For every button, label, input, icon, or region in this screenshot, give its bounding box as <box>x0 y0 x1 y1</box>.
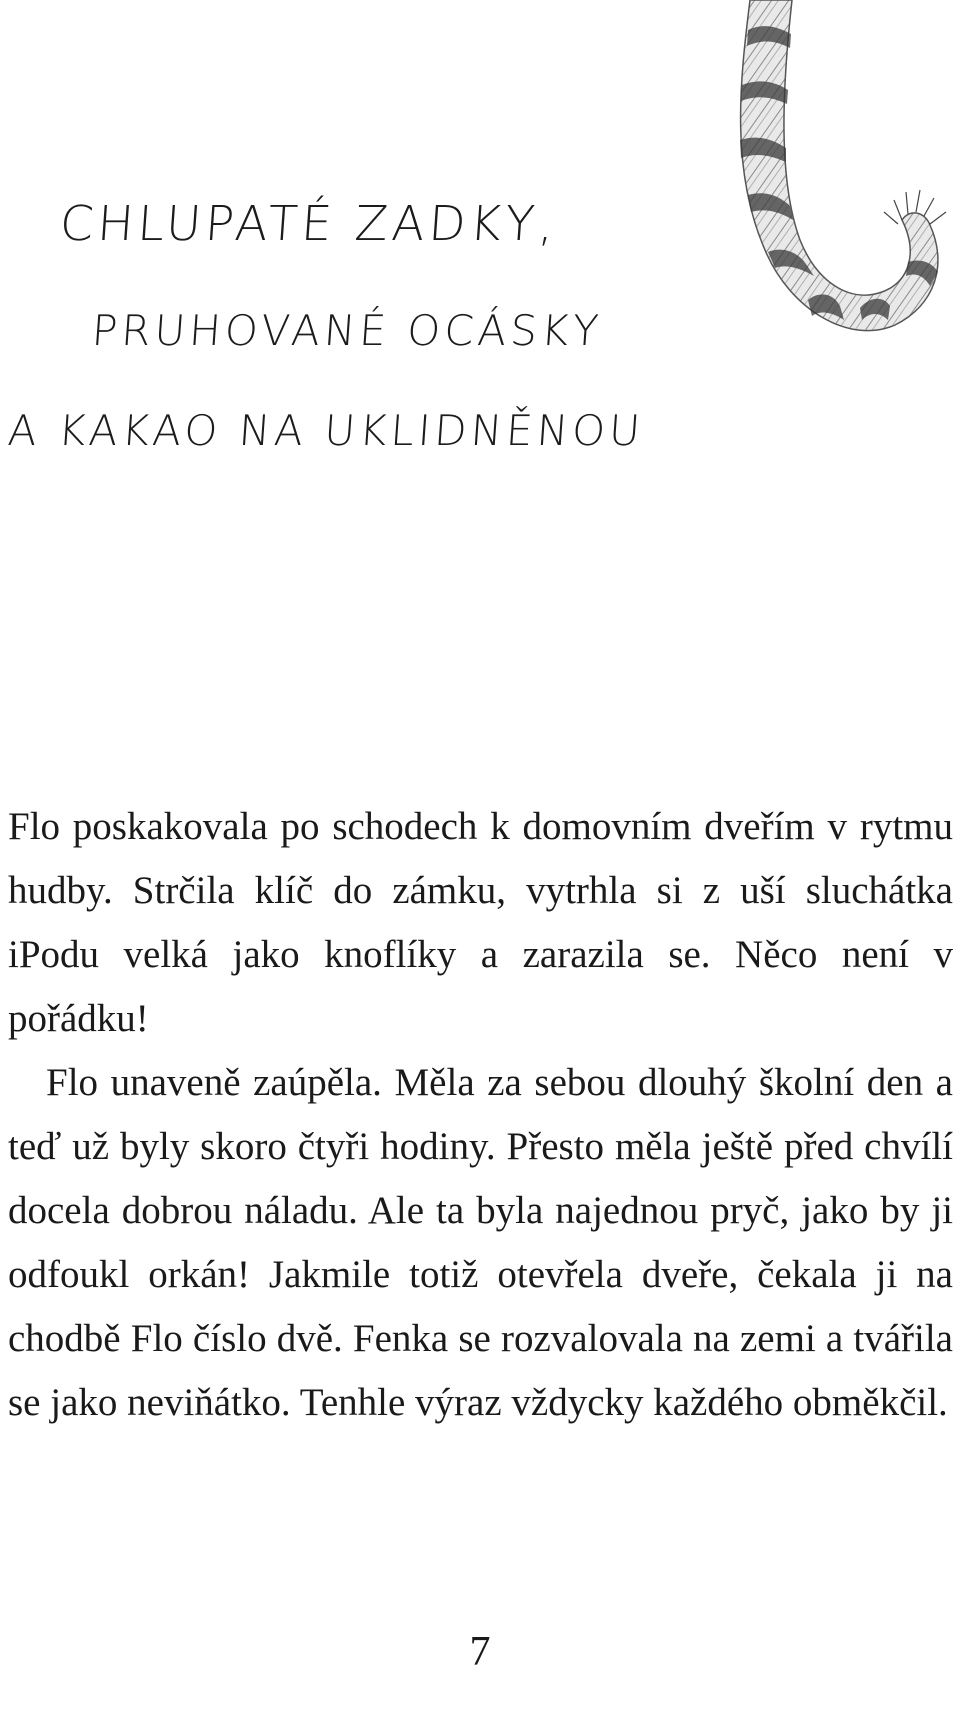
page-number: 7 <box>469 1629 491 1675</box>
chapter-body <box>8 795 953 1435</box>
striped-tail-illustration <box>720 0 960 400</box>
body-paragraph: Flo unaveně zaúpěla. Měla za sebou dlouhý školní den a teď už byly skoro čtyři hodiny. Přesto měla ještě před chvílí docela dobrou náladu. Ale ta byla najednou pryč, jako by ji odfoukl orkán! Jakmile totiž otevřela dveře, čekala ji na chodbě Flo číslo dvě. Fenka se rozvalovala na zemi a tvářila se jako neviňátko. Tenhle výraz vždycky každého obměkčil. <box>8 1061 953 1424</box>
chapter-title-line-1: CHLUPATÉ ZADKY, <box>58 196 560 252</box>
chapter-title-line-2: PRUHOVANÉ OCÁSKY <box>90 306 604 355</box>
body-paragraph: Flo poskakovala po schodech k domovním dveřím v rytmu hudby. Strčila klíč do zámku, vytrhla si z uší sluchátka iPodu velká jako knoflíky a zarazila se. Něco není v pořádku! <box>8 805 953 1040</box>
chapter-title-line-3: A KAKAO NA UKLIDNĚNOU <box>6 406 646 455</box>
